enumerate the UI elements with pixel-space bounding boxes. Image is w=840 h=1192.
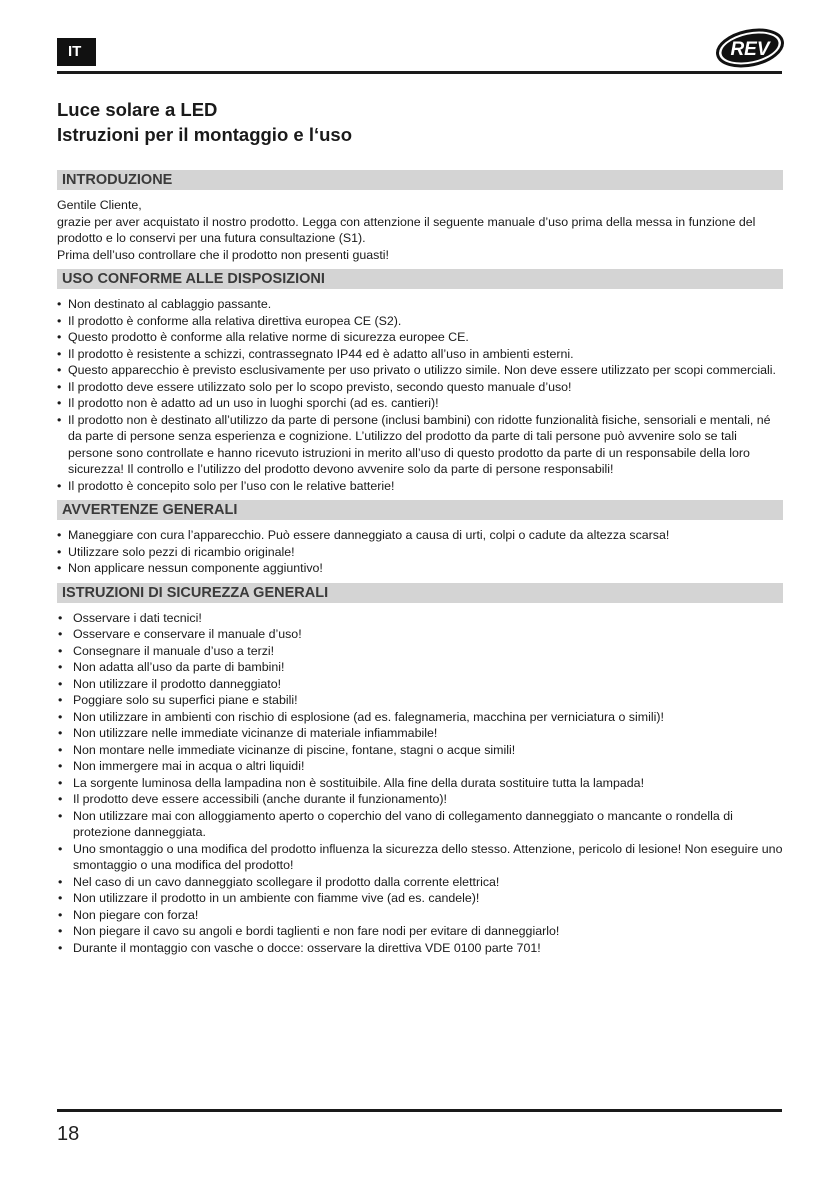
list-item: • Non immergere mai in acqua o altri liquidi! [58, 759, 305, 773]
title-line-2: Istruzioni per il montaggio e l‘uso [57, 124, 352, 145]
list-item: • Non piegare il cavo su angoli e bordi taglienti e non fare nodi per evitare di danneggiarlo! [58, 924, 560, 938]
list-item: • Utilizzare solo pezzi di ricambio originale! [57, 544, 295, 559]
list-item: • Il prodotto deve essere accessibili (anche durante il funzionamento)! [58, 792, 447, 806]
list-item: • Il prodotto è resistente a schizzi, contrassegnato IP44 ed è adatto all’uso in ambienti esterni. [57, 346, 574, 361]
document-title [57, 97, 352, 147]
avvertenze-list [57, 527, 783, 577]
document-body [57, 170, 783, 956]
list-item: • Non utilizzare mai con alloggiamento aperto o coperchio del vano di collegamento danneggiato o mancante o rondella di protezione danneggiata. [58, 808, 733, 839]
uso-list [57, 296, 783, 494]
list-item: • Non montare nelle immediate vicinanze di piscine, fontane, stagni o acque simili! [58, 742, 516, 757]
language-tag: IT [57, 38, 96, 66]
header-rule [57, 71, 782, 74]
list-item: • Questo apparecchio è previsto esclusivamente per uso privato o utilizzo simile. Non deve essere utilizzato per scopi commerciali. [57, 363, 776, 377]
list-item: • Non utilizzare il prodotto danneggiato! [58, 676, 282, 691]
list-item: • Maneggiare con cura l’apparecchio. Può essere danneggiato a causa di urti, colpi o cadute da altezza scarsa! [57, 528, 670, 542]
list-item: • Osservare e conservare il manuale d’uso! [58, 627, 302, 641]
intro-greeting: Gentile Cliente, [57, 198, 142, 212]
list-item: • Durante il montaggio con vasche o docce: osservare la direttiva VDE 0100 parte 701! [58, 940, 541, 955]
list-item: • Non utilizzare il prodotto in un ambiente con fiamme vive (ad es. candele)! [58, 891, 480, 905]
list-item: • Non piegare con forza! [58, 907, 199, 922]
intro-text: grazie per aver acquistato il nostro prodotto. Legga con attenzione il seguente manuale d’uso prima della messa in funzione del prodotto e lo conservi per una futura consultazione (S1). [57, 214, 756, 245]
section-heading-uso-conforme: USO CONFORME ALLE DISPOSIZIONI [57, 269, 783, 289]
list-item: • Osservare i dati tecnici! [58, 610, 202, 625]
list-item: • Il prodotto deve essere utilizzato solo per lo scopo previsto, secondo questo manuale d’uso! [57, 379, 572, 394]
list-item: • Questo prodotto è conforme alla relative norme di sicurezza europee CE. [57, 330, 469, 344]
page-number: 18 [57, 1123, 80, 1145]
list-item: • Il prodotto è conforme alla relativa direttiva europea CE (S2). [57, 313, 402, 328]
list-item: • Poggiare solo su superfici piane e stabili! [58, 693, 298, 707]
section-heading-sicurezza: ISTRUZIONI DI SICUREZZA GENERALI [57, 583, 783, 603]
list-item: • Non adatta all’uso da parte di bambini! [58, 660, 285, 674]
footer-rule [57, 1109, 782, 1112]
list-item: • Non applicare nessun componente aggiuntivo! [57, 561, 323, 575]
title-line-1: Luce solare a LED [57, 99, 218, 120]
rev-logo [714, 28, 784, 68]
list-item: • Non destinato al cablaggio passante. [57, 297, 272, 311]
section-heading-avvertenze: AVVERTENZE GENERALI [57, 500, 783, 520]
list-item: • Uno smontaggio o una modifica del prodotto influenza la sicurezza dello stesso. Attenzione, pericolo di lesione! Non eseguire uno smontaggio o una modifica del prodotto! [58, 841, 783, 872]
sicurezza-list [57, 610, 783, 957]
section-heading-introduzione: INTRODUZIONE [57, 170, 783, 190]
list-item: • Il prodotto è concepito solo per l’uso con le relative batterie! [57, 478, 395, 493]
intro-check: Prima dell’uso controllare che il prodotto non presenti guasti! [57, 247, 389, 262]
list-item: • Il prodotto non è adatto ad un uso in luoghi sporchi (ad es. cantieri)! [57, 396, 439, 410]
list-item: • Il prodotto non è destinato all’utilizzo da parte di persone (inclusi bambini) con ridotte funzionalità fisiche, sensoriali e mentali, né da parte di persone senza esperienza e cognizione. L’utilizzo del prodotto da parte di tali persone può avvenire solo se tali persone sono controllate e hanno ricevuto istruzioni in merito all’uso di questo prodotto da parte di un responsabile della loro sicurezza! Il controllo e l’utilizzo del prodotto devono avvenire solo da parte di persone responsabili! [57, 412, 771, 476]
svg-text:REV: REV [730, 39, 770, 60]
list-item: • Non utilizzare in ambienti con rischio di esplosione (ad es. falegnameria, macchina per verniciatura o simili)! [58, 709, 664, 724]
list-item: • La sorgente luminosa della lampadina non è sostituibile. Alla fine della durata sostituire tutta la lampada! [58, 775, 645, 790]
list-item: • Consegnare il manuale d’uso a terzi! [58, 643, 275, 658]
list-item: • Non utilizzare nelle immediate vicinanze di materiale infiammabile! [58, 726, 438, 740]
list-item: • Nel caso di un cavo danneggiato scollegare il prodotto dalla corrente elettrica! [58, 874, 500, 889]
